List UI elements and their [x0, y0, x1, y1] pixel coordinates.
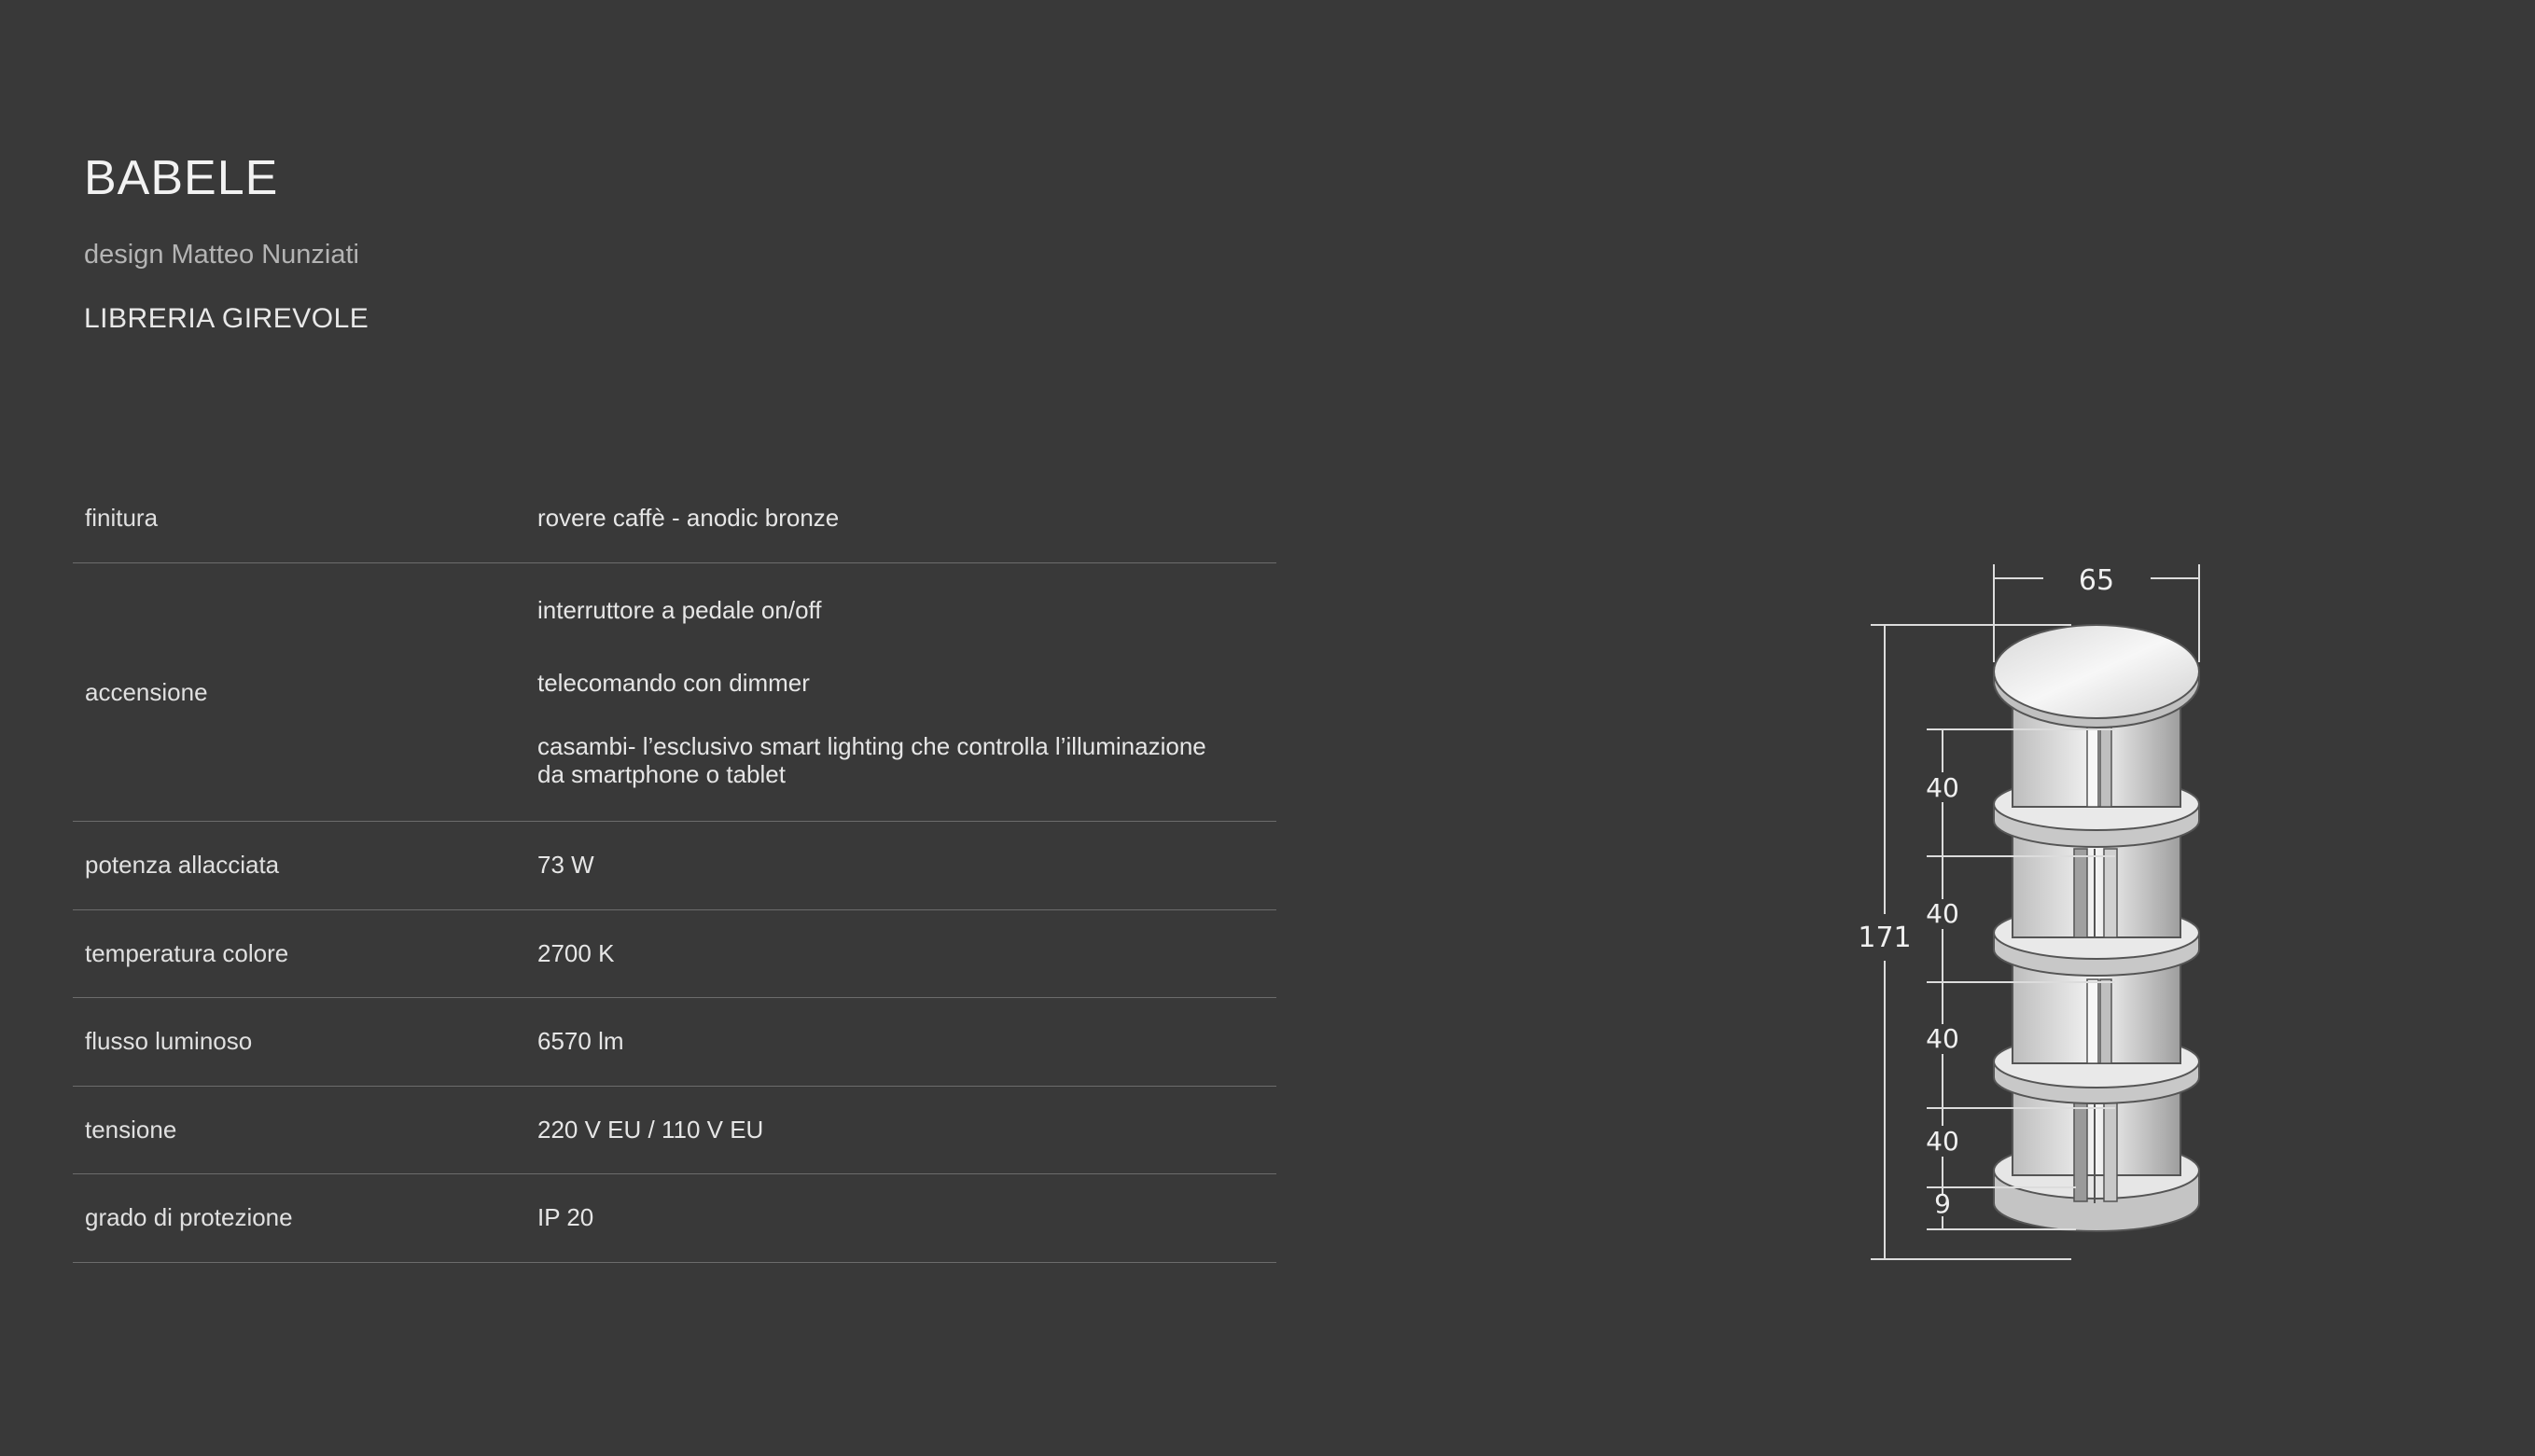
width-value: 65 [2078, 564, 2115, 597]
height-value: 171 [1858, 922, 1912, 954]
spec-value: telecomando con dimmer [537, 669, 810, 697]
spec-value: casambi- l’esclusivo smart lighting che controlla l’illuminazione [537, 732, 1206, 760]
spec-row-temperatura [73, 910, 1276, 999]
header [84, 151, 369, 334]
section-value-3: 40 [1926, 1023, 1959, 1054]
spec-label: temperatura colore [85, 938, 289, 967]
spec-label: accensione [85, 677, 208, 706]
section-value-4: 40 [1926, 1126, 1959, 1157]
bookcase-diagram [1843, 550, 2235, 1269]
spec-value-list [537, 596, 1265, 788]
dimension-drawing [1843, 550, 2235, 1269]
section-value-1: 40 [1926, 772, 1959, 803]
product-category: LIBRERIA GIREVOLE [84, 303, 369, 334]
spec-row-protezione [73, 1174, 1276, 1263]
spec-row-flusso [73, 998, 1276, 1087]
product-title: BABELE [84, 151, 279, 205]
spec-table [73, 473, 1276, 1263]
spec-value: da smartphone o tablet [537, 760, 786, 788]
top-disc [1994, 625, 2199, 728]
spec-label: tensione [85, 1115, 177, 1144]
spec-value: 2700 K [537, 938, 615, 967]
spec-label: flusso luminoso [85, 1027, 253, 1056]
spec-value: IP 20 [537, 1203, 594, 1232]
designer-credit: design Matteo Nunziati [84, 240, 359, 270]
spec-label: potenza allacciata [85, 851, 280, 880]
section-value-2: 40 [1926, 898, 1959, 929]
spec-value: 6570 lm [537, 1027, 624, 1056]
spec-row-finitura [73, 473, 1276, 563]
spec-row-tensione [73, 1087, 1276, 1175]
spec-value: rovere caffè - anodic bronze [537, 503, 840, 532]
spec-value: 220 V EU / 110 V EU [537, 1115, 764, 1144]
base-value: 9 [1934, 1188, 1951, 1219]
spec-label: finitura [85, 503, 159, 532]
spec-value: 73 W [537, 851, 594, 880]
spec-value: interruttore a pedale on/off [537, 596, 822, 624]
spec-row-accensione [73, 563, 1276, 822]
spec-row-potenza [73, 822, 1276, 910]
spec-label: grado di protezione [85, 1203, 293, 1232]
